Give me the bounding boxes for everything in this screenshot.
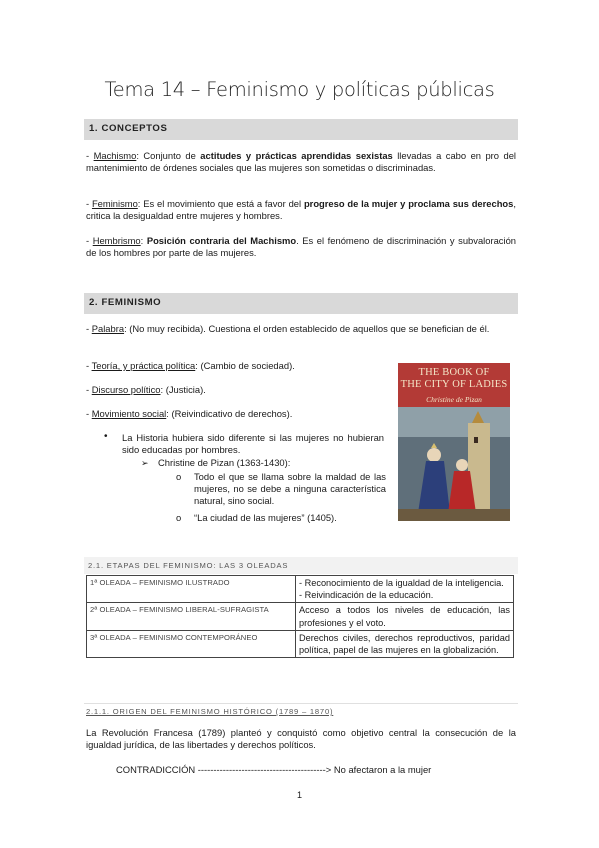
text: . Es el fenómeno de discriminación y subvaloración de los hombres por parte de las mujeres. (86, 235, 517, 259)
text: : (Cambio de sociedad). (195, 360, 295, 371)
term-teoria: Teoría, y práctica política (91, 360, 196, 371)
circle-bullet-icon: o (176, 512, 182, 523)
emphasis: Posición contraria del Machismo (146, 235, 297, 246)
term-hembrismo: Hembrismo (92, 235, 141, 246)
paragraph-feminismo (86, 198, 516, 222)
bullet-text: La Historia hubiera sido diferente si las mujeres no hubieran sido educadas por hombres. (122, 432, 384, 456)
paragraph-teoria (86, 360, 386, 372)
divider (84, 703, 518, 704)
subsub-text-1: Todo el que se llama sobre la maldad de las mujeres, no se debe a ninguna característica natural, sino social. (194, 471, 386, 507)
paragraph-movimiento (86, 408, 386, 420)
text: : (Justicia). (160, 384, 206, 395)
text: : Conjunto de (136, 150, 201, 161)
table-cell-stage: 3ª OLEADA – FEMINISMO CONTEMPORÁNEO (87, 630, 296, 657)
dash: - (86, 150, 94, 161)
dash: - (86, 384, 92, 395)
paragraph-revolucion: La Revolución Francesa (1789) planteó y conquistó como objetivo central la consecución de la igualdad jurídica, de las libertades y derechos políticos. (86, 727, 516, 751)
description-line: - Reivindicación de la educación. (299, 590, 434, 601)
dash: - (86, 235, 93, 246)
subsection-heading-label: 2.1. ETAPAS DEL FEMINISMO: LAS 3 OLEADAS (88, 561, 289, 570)
arrow-bullet-icon: ➢ (141, 458, 149, 468)
dash: - (86, 198, 92, 209)
emphasis: actitudes y prácticas aprendidas sexistas (200, 150, 393, 161)
text: : (No muy recibida). Cuestiona el orden establecido de aquellos que se benefician de él. (124, 323, 490, 334)
table-row (87, 630, 514, 657)
dash: - (86, 323, 92, 334)
term-feminismo: Feminismo (91, 198, 138, 209)
bullet-icon: • (104, 431, 108, 442)
term-discurso: Discurso político (91, 384, 161, 395)
term-palabra: Palabra (91, 323, 125, 334)
circle-bullet-icon: o (176, 471, 182, 482)
table-row (87, 576, 514, 603)
section-heading-feminismo (84, 293, 518, 314)
paragraph-hembrismo (86, 235, 516, 259)
emphasis: progreso de la mujer y proclama sus derechos (303, 198, 514, 209)
table-cell-description: Acceso a todos los niveles de educación, las profesiones y el voto. (296, 603, 514, 630)
text: : (Reivindicativo de derechos). (166, 408, 293, 419)
subsection-heading-origen: 2.1.1. ORIGEN DEL FEMINISMO HISTÓRICO (1789 – 1870) (86, 707, 334, 716)
table-cell-stage: 1ª OLEADA – FEMINISMO ILUSTRADO (87, 576, 296, 603)
book-author: Christine de Pizan (426, 395, 482, 404)
page-title: Tema 14 – Feminismo y políticas públicas (104, 78, 495, 101)
paragraph-palabra (86, 323, 516, 335)
section-heading-label: 1. CONCEPTOS (89, 123, 168, 134)
table-cell-stage: 2ª OLEADA – FEMINISMO LIBERAL-SUFRAGISTA (87, 603, 296, 630)
text: llevadas a cabo en pro del mantenimiento de órdenes sociales que las mujeres son sometidas o discriminadas. (86, 150, 516, 174)
subsection-heading-etapas (84, 557, 518, 574)
table-row (87, 603, 514, 630)
paragraph-discurso (86, 384, 386, 396)
text: , critica la desigualdad entre mujeres y hombres. (86, 198, 516, 222)
text: : (140, 235, 147, 246)
description-line: - Reconocimiento de la igualdad de la inteligencia. (299, 578, 504, 588)
table-cell-description: Derechos civiles, derechos reproductivos, paridad política, papel de las mujeres en la globalización. (296, 630, 514, 657)
page-number: 1 (296, 790, 302, 800)
dash: - (86, 360, 92, 371)
text: : Es el movimiento que está a favor del (137, 198, 304, 209)
book-illustration (398, 363, 510, 521)
book-cover-image (398, 363, 510, 521)
subbullet-text: Christine de Pizan (1363-1430): (158, 457, 291, 468)
dash: - (86, 408, 92, 419)
book-title-line-2: THE CITY OF LADIES (400, 379, 508, 390)
contradiccion-line: CONTRADICCIÓN -----------------------------------------> No afectaron a la mujer (116, 764, 432, 775)
term-machismo: Machismo (93, 150, 137, 161)
section-heading-label: 2. FEMINISMO (89, 297, 162, 308)
section-heading-conceptos (84, 119, 518, 140)
table-cell-description (296, 576, 514, 603)
term-movimiento: Movimiento social (91, 408, 167, 419)
book-title-line-1: THE BOOK OF (418, 367, 490, 378)
subsub-text-2: “La ciudad de las mujeres” (1405). (194, 512, 337, 523)
paragraph-machismo (86, 150, 516, 174)
olas-table (86, 575, 514, 658)
